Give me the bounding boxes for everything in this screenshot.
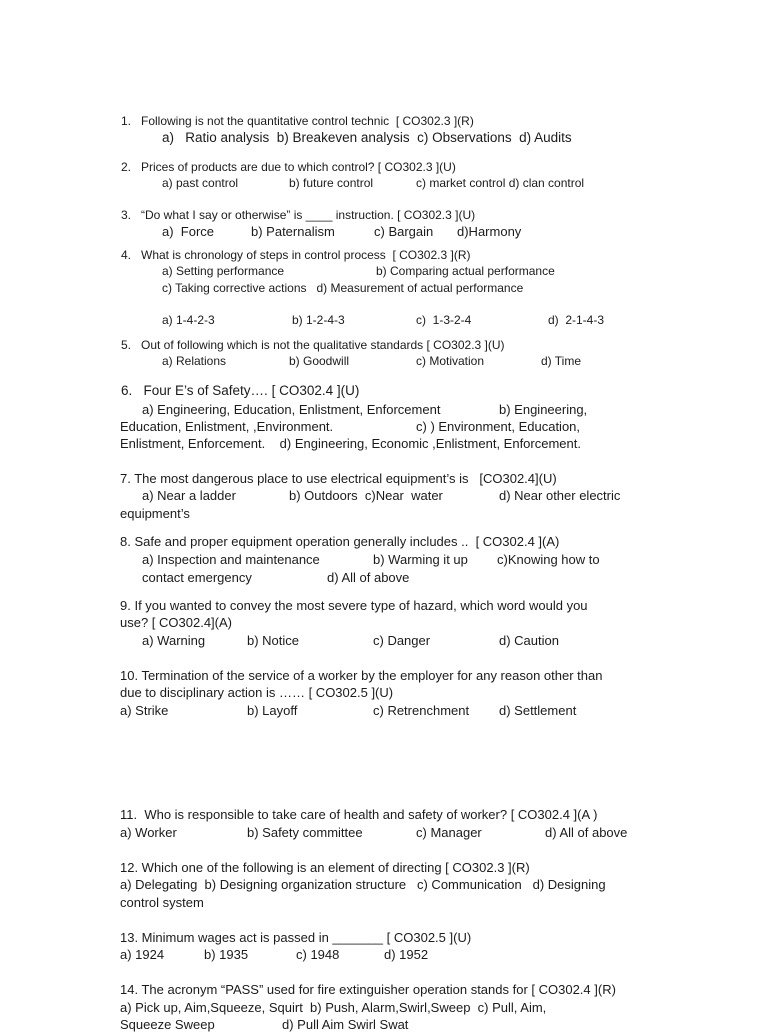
question-4-option-c: c) 1-3-2-4 [416, 313, 472, 327]
question-3-stem: 3. “Do what I say or otherwise” is ____ instruction. [ CO302.3 ](U) [121, 208, 476, 222]
question-6-option-c: c) ) Environment, Education, [416, 419, 581, 434]
question-5-option-c: c) Motivation [416, 354, 485, 368]
question-4-option-b: b) 1-2-4-3 [292, 313, 345, 327]
question-14-stem: 14. The acronym “PASS” used for fire extinguisher operation stands for [ CO302.4 ](R) [120, 982, 616, 997]
question-11-option-a: a) Worker [120, 825, 177, 840]
question-12-options: a) Delegating b) Designing organization structure c) Communication d) Designing [120, 877, 606, 892]
question-2-stem: 2. Prices of products are due to which control? [ CO302.3 ](U) [121, 160, 456, 174]
question-10-stem-line-2: due to disciplinary action is …… [ CO302.5 ](U) [120, 685, 394, 700]
question-5-option-b: b) Goodwill [289, 354, 350, 368]
question-11-option-b: b) Safety committee [247, 825, 363, 840]
question-7-option-a: a) Near a ladder [142, 488, 236, 503]
question-6-option-b: b) Engineering, [499, 402, 588, 417]
question-9-option-d: d) Caution [499, 633, 559, 648]
question-14-options-cont: Squeeze Sweep [120, 1017, 215, 1032]
question-8-option-c-cont: contact emergency [142, 570, 252, 585]
question-9-option-b: b) Notice [247, 633, 300, 648]
question-4-option-d: d) 2-1-4-3 [548, 313, 605, 327]
question-9-option-a: a) Warning [142, 633, 206, 648]
question-12-options-cont: control system [120, 895, 204, 910]
question-2-option-cd: c) market control d) clan control [416, 176, 585, 190]
question-13-stem: 13. Minimum wages act is passed in _______ [ CO302.5 ](U) [120, 930, 472, 945]
question-3-option-a: a) Force [162, 224, 215, 239]
question-14-option-d: d) Pull Aim Swirl Swat [282, 1017, 409, 1032]
question-14-options: a) Pick up, Aim,Squeeze, Squirt b) Push, Alarm,Swirl,Sweep c) Pull, Aim, [120, 1000, 547, 1015]
question-11-option-c: c) Manager [416, 825, 482, 840]
question-6-option-b-cont: Education, Enlistment, ,Environment. [120, 419, 334, 434]
question-4-step-b: b) Comparing actual performance [376, 264, 555, 278]
question-2-option-a: a) past control [162, 176, 239, 190]
question-6-option-cd-cont: Enlistment, Enforcement. d) Engineering, Economic ,Enlistment, Enforcement. [120, 436, 581, 451]
question-10-option-a: a) Strike [120, 703, 169, 718]
question-10-option-b: b) Layoff [247, 703, 298, 718]
question-2-option-b: b) future control [289, 176, 374, 190]
question-3-option-b: b) Paternalism [251, 224, 335, 239]
question-3-option-c: c) Bargain [374, 224, 434, 239]
question-5-stem: 5. Out of following which is not the qualitative standards [ CO302.3 ](U) [121, 338, 505, 352]
question-11-stem: 11. Who is responsible to take care of health and safety of worker? [ CO302.4 ](A ) [120, 807, 598, 822]
question-8-option-d: d) All of above [327, 570, 410, 585]
question-10-option-d: d) Settlement [499, 703, 577, 718]
question-7-option-bc: b) Outdoors c)Near water [289, 488, 443, 503]
question-8-option-a: a) Inspection and maintenance [142, 552, 320, 567]
question-13-option-c: c) 1948 [296, 947, 340, 962]
question-10-option-c: c) Retrenchment [373, 703, 470, 718]
question-1-stem: 1. Following is not the quantitative control technic [ CO302.3 ](R) [121, 114, 474, 128]
question-8-stem: 8. Safe and proper equipment operation generally includes .. [ CO302.4 ](A) [120, 534, 560, 549]
question-7-option-d-cont: equipment’s [120, 506, 190, 521]
question-7-stem: 7. The most dangerous place to use electrical equipment’s is [CO302.4](U) [120, 471, 557, 486]
question-9-stem-line-1: 9. If you wanted to convey the most severe type of hazard, which word would you [120, 598, 588, 613]
question-6-stem: 6. Four E’s of Safety…. [ CO302.4 ](U) [121, 383, 360, 398]
question-13-option-d: d) 1952 [384, 947, 429, 962]
question-4-option-a: a) 1-4-2-3 [162, 313, 215, 327]
question-1-options: a) Ratio analysis b) Breakeven analysis c) Observations d) Audits [162, 130, 572, 145]
question-5-option-d: d) Time [541, 354, 582, 368]
question-8-option-b: b) Warming it up [373, 552, 468, 567]
question-13-option-a: a) 1924 [120, 947, 165, 962]
question-4-step-a: a) Setting performance [162, 264, 285, 278]
question-5-option-a: a) Relations [162, 354, 227, 368]
question-4-stem: 4. What is chronology of steps in control process [ CO302.3 ](R) [121, 248, 471, 262]
question-8-option-c: c)Knowing how to [497, 552, 600, 567]
question-9-option-c: c) Danger [373, 633, 431, 648]
question-10-stem-line-1: 10. Termination of the service of a worker by the employer for any reason other than [120, 668, 603, 683]
question-4-step-cd: c) Taking corrective actions d) Measurement of actual performance [162, 281, 524, 295]
question-7-option-d: d) Near other electric [499, 488, 621, 503]
question-9-stem-line-2: use? [ CO302.4](A) [120, 615, 232, 630]
question-12-stem: 12. Which one of the following is an element of directing [ CO302.3 ](R) [120, 860, 530, 875]
question-3-option-d: d)Harmony [457, 224, 522, 239]
question-11-option-d: d) All of above [545, 825, 628, 840]
question-6-option-a: a) Engineering, Education, Enlistment, Enforcement [142, 402, 441, 417]
question-13-option-b: b) 1935 [204, 947, 249, 962]
